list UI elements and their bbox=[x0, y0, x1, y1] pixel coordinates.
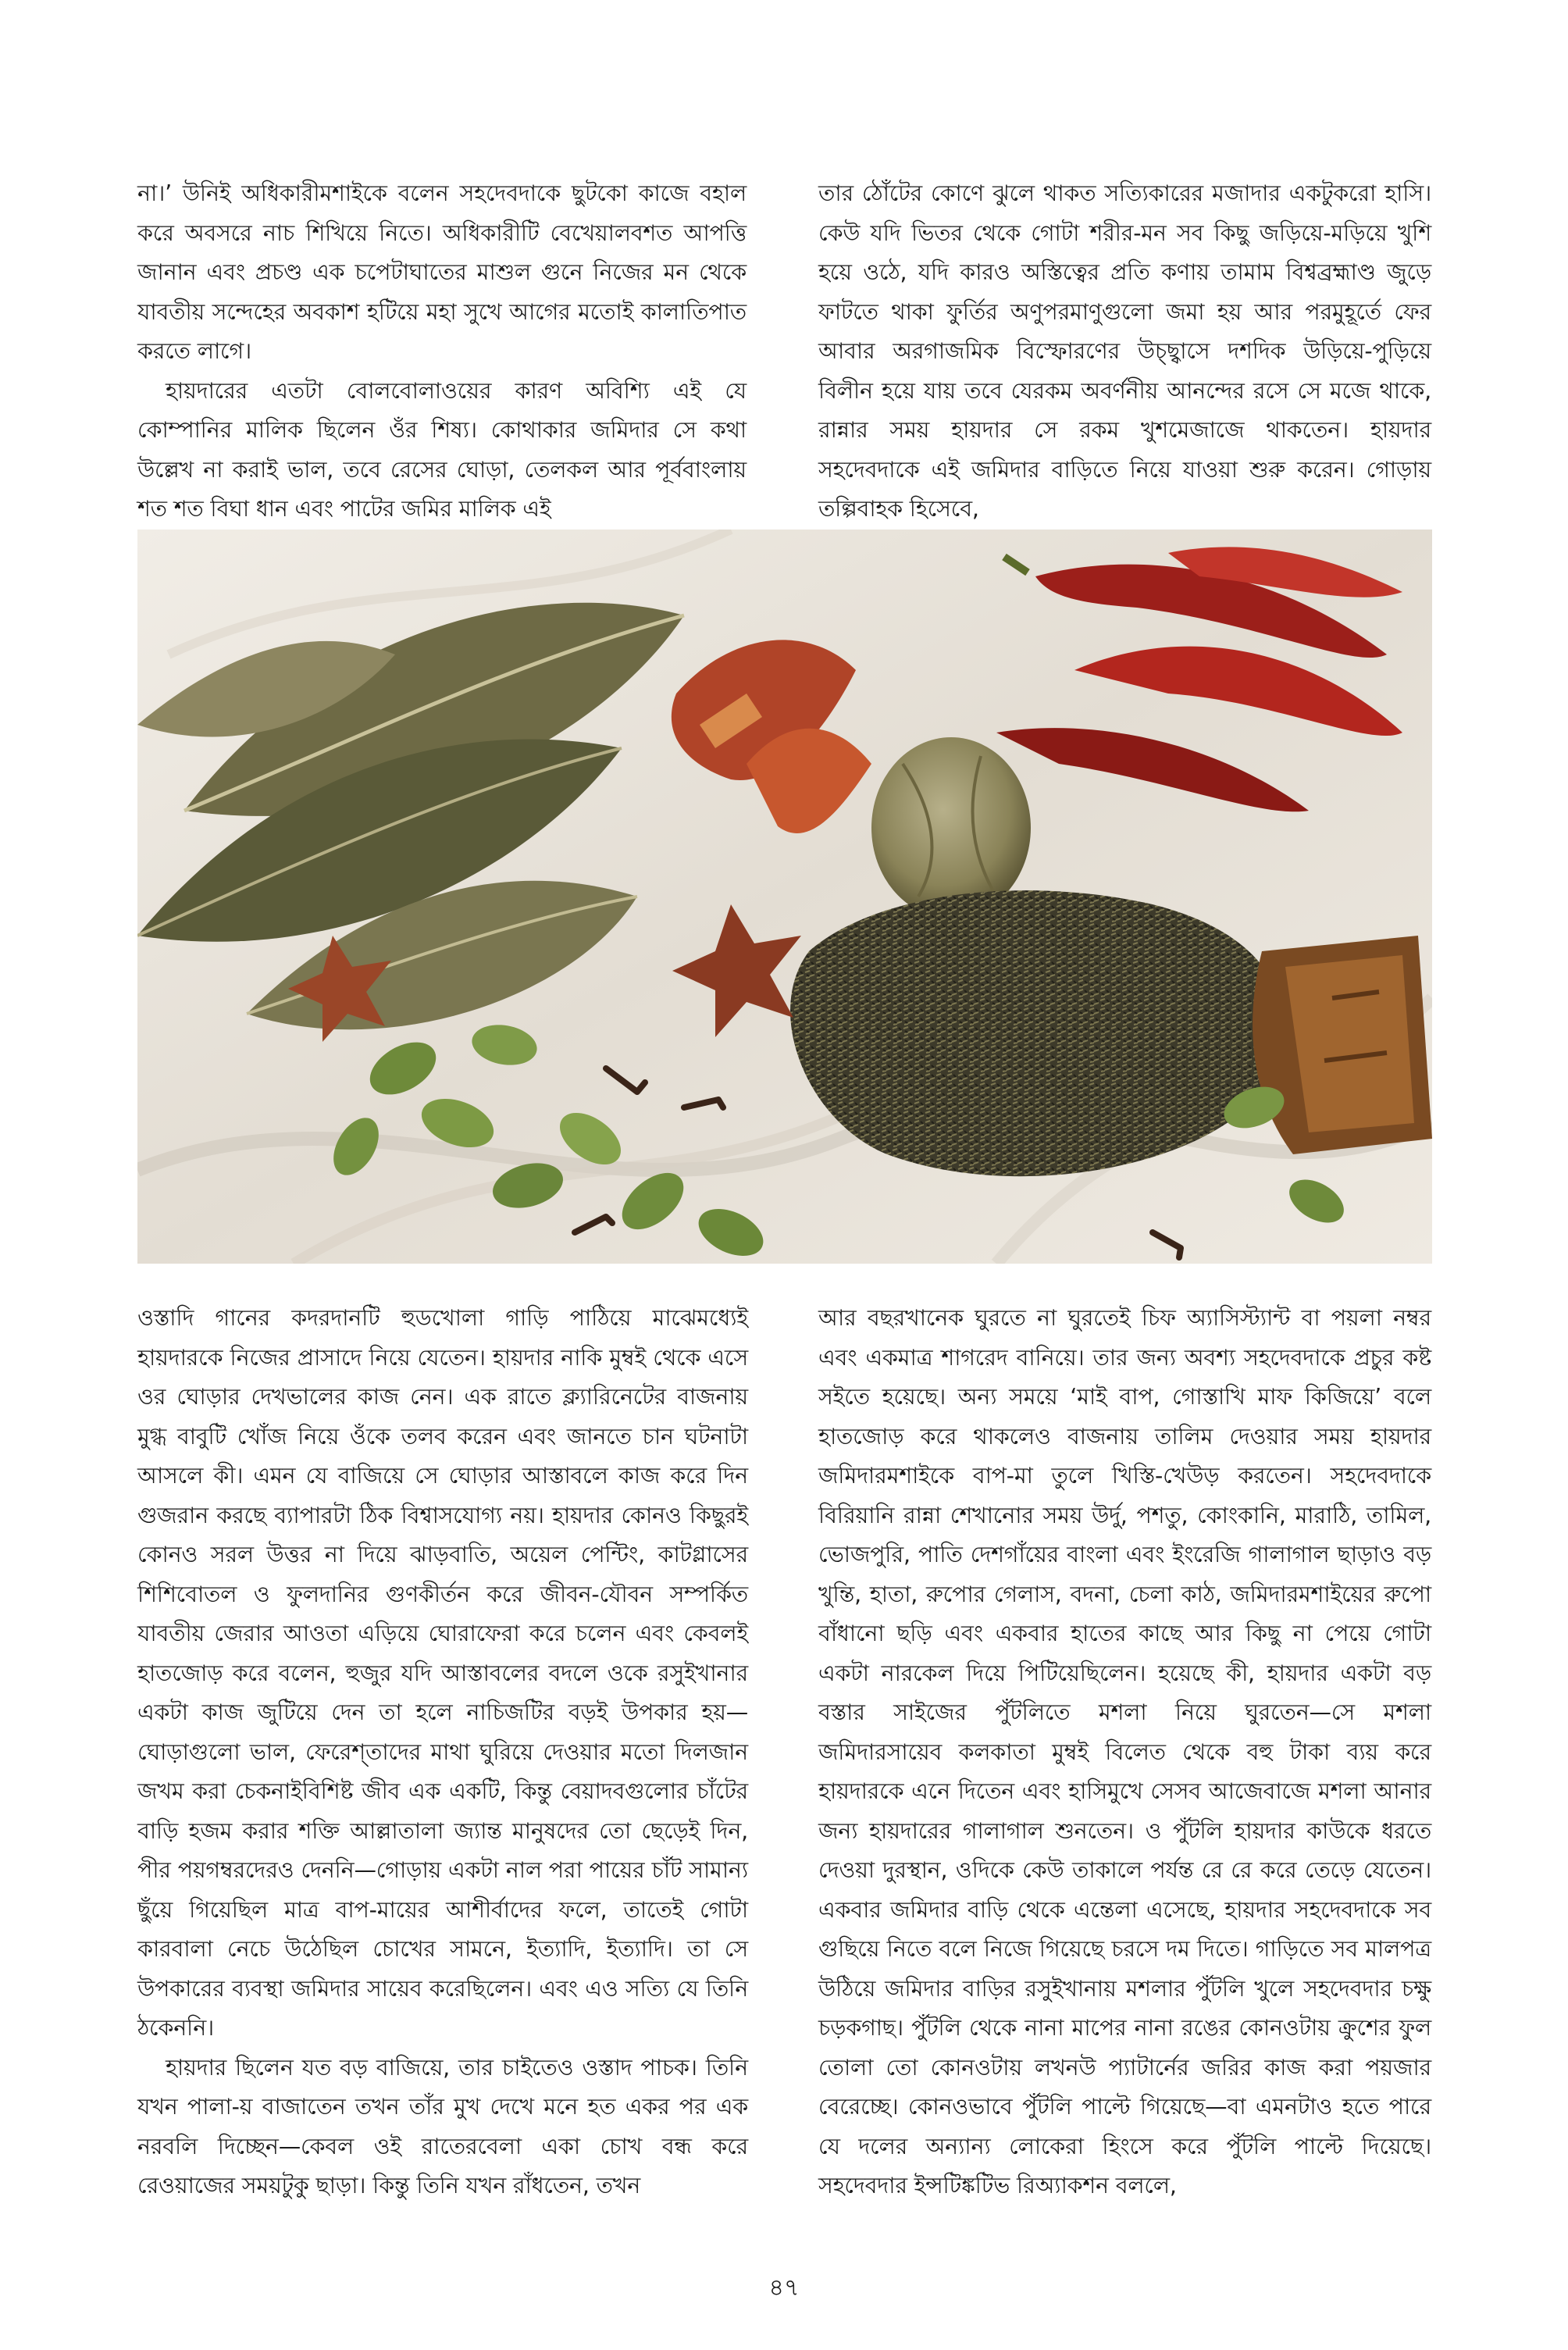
text-column-top-right bbox=[818, 174, 1431, 530]
spices-photo bbox=[137, 530, 1432, 1264]
text-column-bottom-left bbox=[137, 1299, 748, 2206]
page-number: ৪৭ bbox=[768, 2274, 800, 2302]
text-column-bottom-right bbox=[818, 1299, 1431, 2206]
paragraph: হায়দারের এতটা বোলবোলাওয়ের কারণ অবিশ্যি এই যে কোম্পানির মালিক ছিলেন ওঁর শিষ্য। কোথাকার জমিদার সে কথা উল্লেখ না করাই ভাল, তবে রেসের ঘোড়া, তেলকল আর পূর্ববাংলায় শত শত বিঘা ধান এবং পাটের জমির মালিক এই bbox=[137, 377, 747, 522]
spices-illustration bbox=[137, 530, 1432, 1264]
text-column-top-left bbox=[137, 174, 747, 530]
paragraph: আর বছরখানেক ঘুরতে না ঘুরতেই চিফ অ্যাসিস্ট্যান্ট বা পয়লা নম্বর এবং একমাত্র শাগরেদ বানিয়ে। তার জন্য অবশ্য সহদেবদাকে প্রচুর কষ্ট সইতে হয়েছে। অন্য সময়ে ‘মাই বাপ, গোস্তাখি মাফ কিজিয়ে’ বলে হাতজোড় করে থাকলেও বাজনায় তালিম দেওয়ার সময় হায়দার জমিদারমশাইকে বাপ-মা তুলে খিস্তি-খেউড় করতেন। সহদেবদাকে বিরিয়ানি রান্না শেখানোর সময় উর্দু, পশতু, কোংকানি, মারাঠি, তামিল, ভোজপুরি, পাতি দেশগাঁয়ের বাংলা এবং ইংরেজি গালাগাল ছাড়াও বড় খুন্তি, হাতা, রুপোর গেলাস, বদনা, চেলা কাঠ, জমিদারমশাইয়ের রুপো বাঁধানো ছড়ি এবং একবার হাতের কাছে আর কিছু না পেয়ে গোটা একটা নারকেল দিয়ে পিটিয়েছিলেন। হয়েছে কী, হায়দার একটা বড় বস্তার সাইজের পুঁটলিতে মশলা নিয়ে ঘুরতেন—সে মশলা জমিদারসায়েব কলকাতা মুম্বই বিলেত থেকে বহু টাকা ব্যয় করে হায়দারকে এনে দিতেন এবং হাসিমুখে সেসব আজেবাজে মশলা আনার জন্য হায়দারের গালাগাল শুনতেন। ও পুঁটলি হায়দার কাউকে ধরতে দেওয়া দুরস্থান, ওদিকে কেউ তাকালে পর্যন্ত রে রে করে তেড়ে যেতেন। একবার জমিদার বাড়ি থেকে এন্তেলা এসেছে, হায়দার সহদেবদাকে সব গুছিয়ে নিতে বলে নিজে গিয়েছে চরসে দম দিতে। গাড়িতে সব মালপত্র উঠিয়ে জমিদার বাড়ির রসুইখানায় মশলার পুঁটলি খুলে সহদেবদার চক্ষু চড়কগাছ। পুঁটলি থেকে নানা মাপের নানা রঙের কোনওটায় ক্রুশের ফুল তোলা তো কোনওটায় লখনউ প্যাটার্নের জরির কাজ করা পয়জার বেরেচ্ছে। কোনওভাবে পুঁটলি পাল্টে গিয়েছে—বা এমনটাও হতে পারে যে দলের অন্যান্য লোকেরা হিংসে করে পুঁটলি পাল্টে দিয়েছে। সহদেবদার ইন্সটিঙ্কটিভ রিঅ্যাকশন বললে, bbox=[818, 1305, 1431, 2198]
paragraph: ওস্তাদি গানের কদরদানটি হুডখোলা গাড়ি পাঠিয়ে মাঝেমধ্যেই হায়দারকে নিজের প্রাসাদে নিয়ে যেতেন। হায়দার নাকি মুম্বই থেকে এসে ওর ঘোড়ার দেখভালের কাজ নেন। এক রাতে ক্ল্যারিনেটের বাজনায় মুগ্ধ বাবুটি খোঁজ নিয়ে ওঁকে তলব করেন এবং জানতে চান ঘটনাটা আসলে কী। এমন যে বাজিয়ে সে ঘোড়ার আস্তাবলে কাজ করে দিন গুজরান করছে ব্যাপারটা ঠিক বিশ্বাসযোগ্য নয়। হায়দার কোনও কিছুরই কোনও সরল উত্তর না দিয়ে ঝাড়বাতি, অয়েল পেন্টিং, কাটগ্লাসের শিশিবোতল ও ফুলদানির গুণকীর্তন করে জীবন-যৌবন সম্পর্কিত যাবতীয় জেরার আওতা এড়িয়ে ঘোরাফেরা করে চলেন এবং কেবলই হাতজোড় করে বলেন, হুজুর যদি আস্তাবলের বদলে ওকে রসুইখানার একটা কাজ জুটিয়ে দেন তা হলে নাচিজটির বড়ই উপকার হয়—ঘোড়াগুলো ভাল, ফেরেশ্‌তাদের মাথা ঘুরিয়ে দেওয়ার মতো দিলজান জখম করা চেকনাইবিশিষ্ট জীব এক একটি, কিন্তু বেয়াদবগুলোর চাঁটের বাড়ি হজম করার শক্তি আল্লাতালা জ্যান্ত মানুষদের তো ছেড়েই দিন, পীর পয়গম্বরদেরও দেননি—গোড়ায় একটা নাল পরা পায়ের চাঁট সামান্য ছুঁয়ে গিয়েছিল মাত্র বাপ-মায়ের আশীর্বাদের ফলে, তাতেই গোটা কারবালা নেচে উঠেছিল চোখের সামনে, ইত্যাদি, ইত্যাদি। তা সে উপকারের ব্যবস্থা জমিদার সায়েব করেছিলেন। এবং এও সত্যি যে তিনি ঠকেননি। bbox=[137, 1305, 748, 2041]
paragraph: না।’ উনিই অধিকারীমশাইকে বলেন সহদেবদাকে ছুটকো কাজে বহাল করে অবসরে নাচ শিখিয়ে নিতে। অধিকারীটি বেখেয়ালবশত আপত্তি জানান এবং প্রচণ্ড এক চপেটাঘাতের মাশুল গুনে নিজের মন থেকে যাবতীয় সন্দেহের অবকাশ হটিয়ে মহা সুখে আগের মতোই কালাতিপাত করতে লাগে। bbox=[137, 180, 747, 364]
paragraph: হায়দার ছিলেন যত বড় বাজিয়ে, তার চাইতেও ওস্তাদ পাচক। তিনি যখন পালা-য় বাজাতেন তখন তাঁর মুখ দেখে মনে হত একর পর এক নরবলি দিচ্ছেন—কেবল ওই রাতেরবেলা একা চোখ বন্ধ করে রেওয়াজের সময়টুকু ছাড়া। কিন্তু তিনি যখন রাঁধতেন, তখন bbox=[137, 2054, 748, 2198]
paragraph: তার ঠোঁটের কোণে ঝুলে থাকত সত্যিকারের মজাদার একটুকরো হাসি। কেউ যদি ভিতর থেকে গোটা শরীর-মন সব কিছু জড়িয়ে-মড়িয়ে খুশি হয়ে ওঠে, যদি কারও অস্তিত্বের প্রতি কণায় তামাম বিশ্বব্রহ্মাণ্ড জুড়ে ফাটতে থাকা ফুর্তির অণুপরমাণুগুলো জমা হয় আর পরমুহূর্তে ফের আবার অরগাজমিক বিস্ফোরণের উচ্ছ্বাসে দশদিক উড়িয়ে-পুড়িয়ে বিলীন হয়ে যায় তবে যেরকম অবর্ণনীয় আনন্দের রসে সে মজে থাকে, রান্নার সময় হায়দার সে রকম খুশমেজাজে থাকতেন। হায়দার সহদেবদাকে এই জমিদার বাড়িতে নিয়ে যাওয়া শুরু করেন। গোড়ায় তল্পিবাহক হিসেবে, bbox=[818, 180, 1431, 522]
